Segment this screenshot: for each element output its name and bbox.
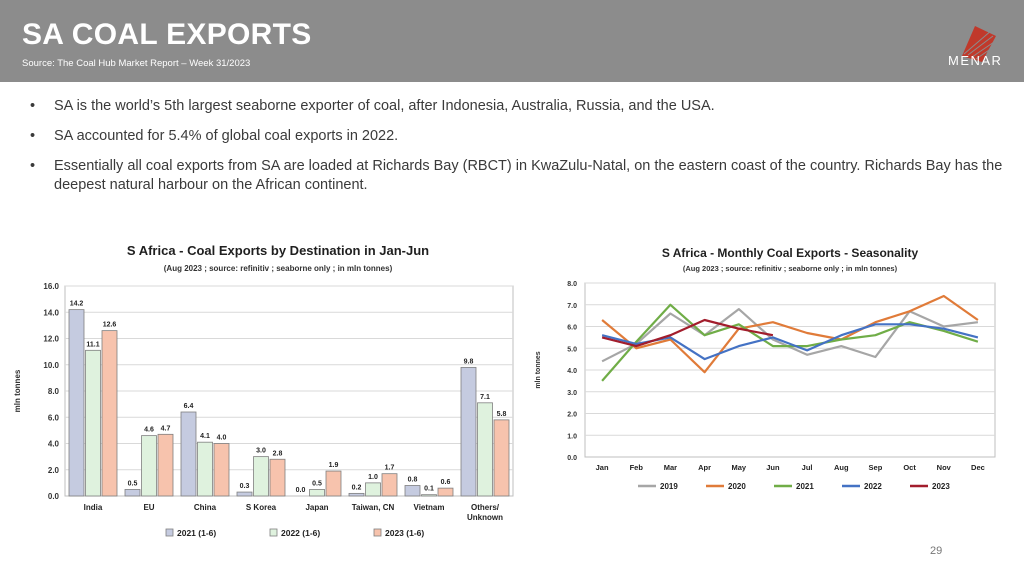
y-tick-label: 8.0 bbox=[567, 281, 577, 288]
x-tick-label: Sep bbox=[868, 463, 883, 472]
data-label: 0.6 bbox=[440, 479, 451, 487]
x-tick-label: Taiwan, CN bbox=[351, 503, 395, 512]
slide-title: SA COAL EXPORTS bbox=[22, 18, 312, 51]
y-tick-label: 8.0 bbox=[47, 387, 59, 396]
x-tick-label: Japan bbox=[305, 503, 329, 512]
chart-title: S Africa - Coal Exports by Destination in Jan-Jun bbox=[126, 243, 430, 258]
bar bbox=[254, 457, 269, 496]
legend-label: 2020 bbox=[728, 482, 746, 491]
bullet-dot: • bbox=[30, 128, 36, 144]
x-tick-label: Mar bbox=[663, 463, 678, 472]
bar bbox=[461, 367, 476, 496]
data-label: 0.8 bbox=[407, 476, 418, 484]
chart-title: S Africa - Monthly Coal Exports - Seasonality bbox=[661, 246, 919, 260]
bar bbox=[102, 331, 117, 496]
legend-label: 2021 bbox=[796, 482, 814, 491]
legend-label: 2019 bbox=[660, 482, 678, 491]
exports-by-destination-chart bbox=[8, 238, 528, 548]
data-label: 1.0 bbox=[368, 473, 378, 481]
y-tick-label: 4.0 bbox=[567, 368, 577, 375]
x-tick-label: Vietnam bbox=[413, 503, 445, 512]
legend-label: 2023 bbox=[932, 482, 950, 491]
x-tick-label: Oct bbox=[903, 463, 916, 472]
monthly-seasonality-chart bbox=[530, 242, 1010, 497]
data-label: 1.9 bbox=[328, 462, 339, 470]
bar bbox=[125, 489, 140, 496]
y-axis-label: mln tonnes bbox=[13, 369, 22, 413]
data-label: 5.8 bbox=[496, 410, 507, 418]
legend-label: 2022 (1-6) bbox=[281, 528, 321, 538]
slide-header bbox=[0, 0, 1024, 82]
bar bbox=[366, 483, 381, 496]
chart-subtitle: (Aug 2023 ; source: refinitiv ; seaborne only ; in mln tonnes) bbox=[682, 264, 898, 273]
bar bbox=[69, 310, 84, 496]
x-tick-label: Apr bbox=[698, 463, 712, 472]
data-label: 4.1 bbox=[200, 433, 210, 441]
bar bbox=[310, 489, 325, 496]
legend-swatch bbox=[270, 529, 277, 536]
x-tick-label: Unknown bbox=[467, 513, 503, 522]
chart-subtitle: (Aug 2023 ; source: refinitiv ; seaborne only ; in mln tonnes) bbox=[163, 264, 393, 273]
x-tick-label: May bbox=[731, 463, 747, 472]
y-tick-label: 6.0 bbox=[47, 413, 59, 423]
bullet-text: SA is the world’s 5th largest seaborne exporter of coal, after Indonesia, Australia, Russia, and the USA. bbox=[54, 98, 715, 114]
bullet-text: Essentially all coal exports from SA are loaded at Richards Bay (RBCT) in KwaZulu-Natal, on the eastern coast of the country. Richards Bay has the deepest natural harbour on the African continent. bbox=[54, 158, 1003, 193]
data-label: 9.8 bbox=[463, 358, 474, 366]
page-number: 29 bbox=[930, 545, 943, 557]
bar bbox=[270, 459, 285, 496]
y-tick-label: 2.0 bbox=[567, 411, 577, 419]
data-label: 0.2 bbox=[351, 484, 362, 492]
bullet-list bbox=[30, 97, 1010, 206]
data-label: 0.3 bbox=[239, 483, 250, 491]
logo-text: MENAR bbox=[948, 53, 1003, 68]
data-label: 0.0 bbox=[295, 487, 306, 494]
bar bbox=[382, 474, 397, 496]
bullet-dot: • bbox=[30, 98, 36, 114]
y-tick-label: 1.0 bbox=[567, 433, 577, 441]
data-label: 2.8 bbox=[272, 450, 283, 458]
y-tick-label: 16.0 bbox=[43, 282, 59, 291]
x-tick-label: Aug bbox=[833, 463, 849, 472]
bullet-item bbox=[30, 97, 1010, 116]
legend-label: 2023 (1-6) bbox=[385, 528, 425, 538]
y-tick-label: 10.0 bbox=[43, 360, 59, 370]
bar bbox=[158, 434, 173, 496]
y-tick-label: 4.0 bbox=[47, 439, 59, 449]
data-label: 0.1 bbox=[424, 485, 434, 493]
x-tick-label: Feb bbox=[629, 463, 643, 472]
x-tick-label: India bbox=[83, 503, 103, 512]
y-tick-label: 12.0 bbox=[43, 334, 59, 344]
data-label: 6.4 bbox=[183, 403, 194, 410]
data-label: 4.7 bbox=[160, 425, 171, 433]
y-tick-label: 2.0 bbox=[47, 465, 59, 475]
bar bbox=[422, 495, 437, 496]
y-tick-label: 14.0 bbox=[43, 308, 59, 318]
y-tick-label: 0.0 bbox=[47, 492, 59, 501]
bullet-text: SA accounted for 5.4% of global coal exports in 2022. bbox=[54, 128, 399, 144]
x-tick-label: Jul bbox=[801, 463, 813, 472]
bar bbox=[494, 420, 509, 496]
y-tick-label: 5.0 bbox=[567, 346, 577, 354]
y-tick-label: 3.0 bbox=[567, 389, 577, 397]
y-tick-label: 7.0 bbox=[567, 302, 577, 310]
x-tick-label: Jan bbox=[595, 463, 609, 472]
x-tick-label: S Korea bbox=[245, 503, 277, 512]
legend-label: 2022 bbox=[864, 482, 882, 491]
bar bbox=[214, 444, 229, 497]
bullet-item bbox=[30, 127, 1010, 146]
data-label: 11.1 bbox=[86, 341, 100, 349]
x-tick-label: EU bbox=[143, 503, 155, 512]
bar bbox=[326, 471, 341, 496]
bar bbox=[405, 486, 420, 497]
legend-swatch bbox=[374, 529, 381, 536]
legend-label: 2021 (1-6) bbox=[177, 528, 217, 538]
data-label: 1.7 bbox=[384, 464, 395, 472]
x-tick-label: Jun bbox=[766, 463, 780, 472]
bar bbox=[198, 442, 213, 496]
x-tick-label: Nov bbox=[936, 463, 951, 472]
y-tick-label: 0.0 bbox=[567, 455, 577, 462]
bar bbox=[349, 493, 364, 496]
x-tick-label: Dec bbox=[971, 463, 985, 472]
y-axis-label: mln tonnes bbox=[535, 351, 542, 389]
data-label: 3.0 bbox=[256, 447, 266, 455]
bar bbox=[181, 412, 196, 496]
x-tick-label: Others/ bbox=[470, 503, 500, 512]
bullet-dot: • bbox=[30, 158, 36, 174]
bullet-item bbox=[30, 157, 1010, 195]
bar bbox=[478, 403, 493, 496]
data-label: 4.6 bbox=[144, 426, 154, 434]
source-note: Source: The Coal Hub Market Report – Week 31/2023 bbox=[22, 58, 251, 69]
bar bbox=[142, 436, 157, 496]
data-label: 7.1 bbox=[480, 393, 490, 401]
bar bbox=[237, 492, 252, 496]
x-tick-label: China bbox=[193, 503, 217, 512]
legend-swatch bbox=[166, 529, 173, 536]
bar bbox=[86, 350, 101, 496]
data-label: 12.6 bbox=[102, 321, 117, 329]
bar bbox=[438, 488, 453, 496]
data-label: 4.0 bbox=[216, 434, 227, 442]
data-label: 0.5 bbox=[127, 480, 138, 488]
y-tick-label: 6.0 bbox=[567, 324, 577, 332]
data-label: 14.2 bbox=[69, 300, 84, 308]
data-label: 0.5 bbox=[312, 480, 322, 488]
